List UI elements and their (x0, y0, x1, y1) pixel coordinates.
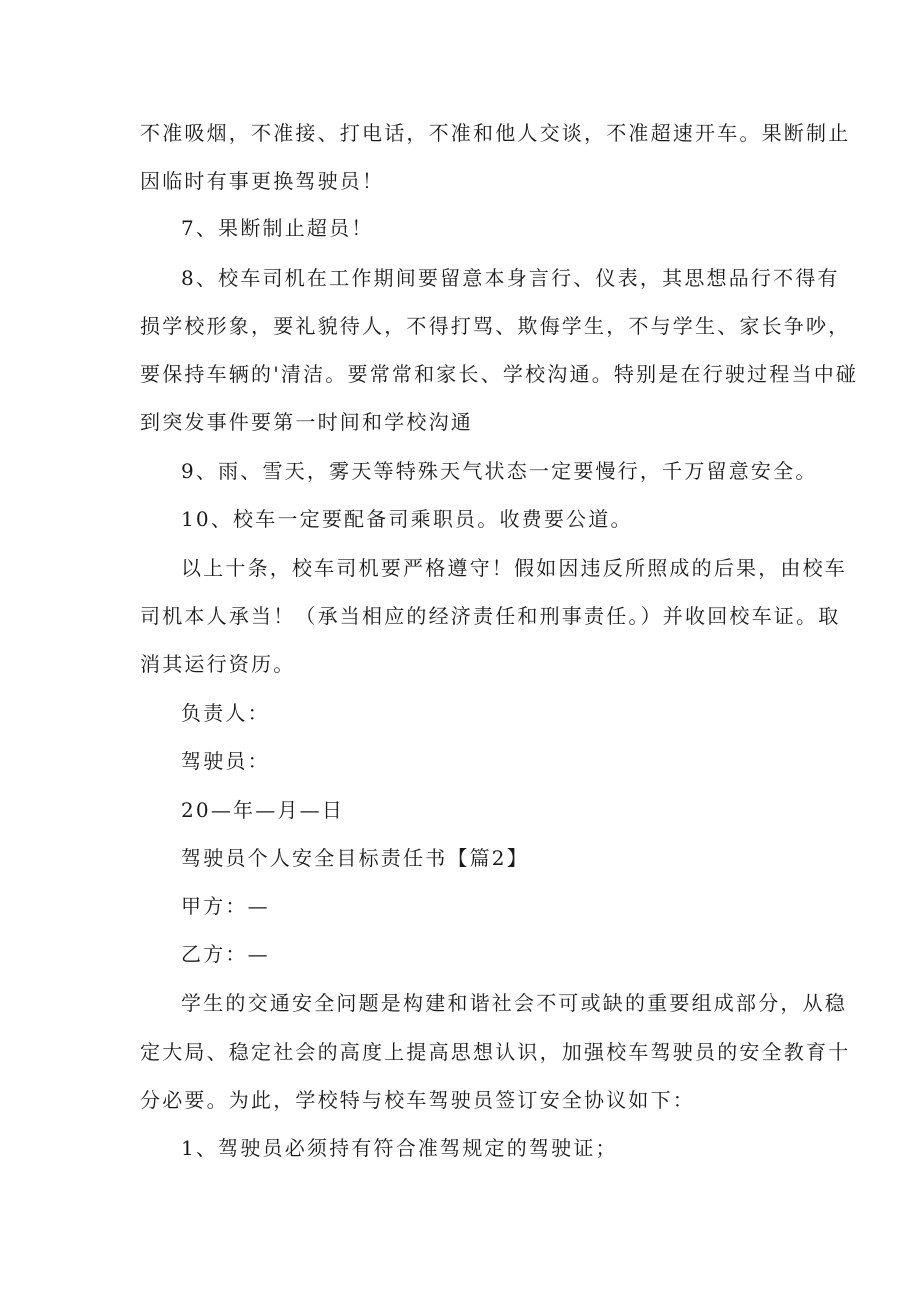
text-line: 损学校形象，要礼貌待人，不得打骂、欺侮学生，不与学生、家长争吵， (140, 314, 851, 338)
text-line: 因临时有事更换驾驶员！ (140, 169, 385, 193)
party-b: 乙方：— (181, 942, 270, 966)
text-line: 不准吸烟，不准接、打电话，不准和他人交谈，不准超速开车。果断制止 (140, 121, 851, 145)
section-heading: 驾驶员个人安全目标责任书【篇2】 (181, 846, 529, 870)
agreement-item-1: 1、驾驶员必须持有符合准驾规定的驾驶证； (181, 1136, 618, 1160)
paragraph-item-9: 9、雨、雪天，雾天等特殊天气状态一定要慢行，千万留意安全。 (181, 459, 818, 483)
text-line: 分必要。为此，学校特与校车驾驶员签订安全协议如下： (140, 1088, 695, 1112)
paragraph-item-7: 7、果断制止超员！ (181, 216, 374, 240)
signature-date: 20—年—月—日 (181, 798, 345, 822)
intro-paragraph: 学生的交通安全问题是构建和谐社会不可或缺的重要组成部分，从稳 (181, 991, 847, 1015)
paragraph-item-8: 8、校车司机在工作期间要留意本身言行、仪表，其思想品行不得有 (181, 266, 840, 290)
text-line: 定大局、稳定社会的高度上提高思想认识，加强校车驾驶员的安全教育十 (140, 1040, 851, 1064)
party-a: 甲方：— (181, 894, 270, 918)
summary-paragraph: 以上十条，校车司机要严格遵守！假如因违反所照成的后果，由校车 (181, 556, 847, 580)
signature-responsible-person: 负责人： (181, 701, 270, 725)
paragraph-item-10: 10、校车一定要配备司乘职员。收费要公道。 (181, 507, 633, 531)
text-line: 消其运行资历。 (140, 652, 296, 676)
signature-driver: 驾驶员： (181, 749, 270, 773)
text-line: 到突发事件要第一时间和学校沟通 (140, 410, 473, 434)
text-line: 司机本人承当！（承当相应的经济责任和刑事责任。）并收回校车证。取 (140, 604, 841, 628)
text-line: 要保持车辆的'清洁。要常常和家长、学校沟通。特别是在行驶过程当中碰 (140, 362, 859, 386)
